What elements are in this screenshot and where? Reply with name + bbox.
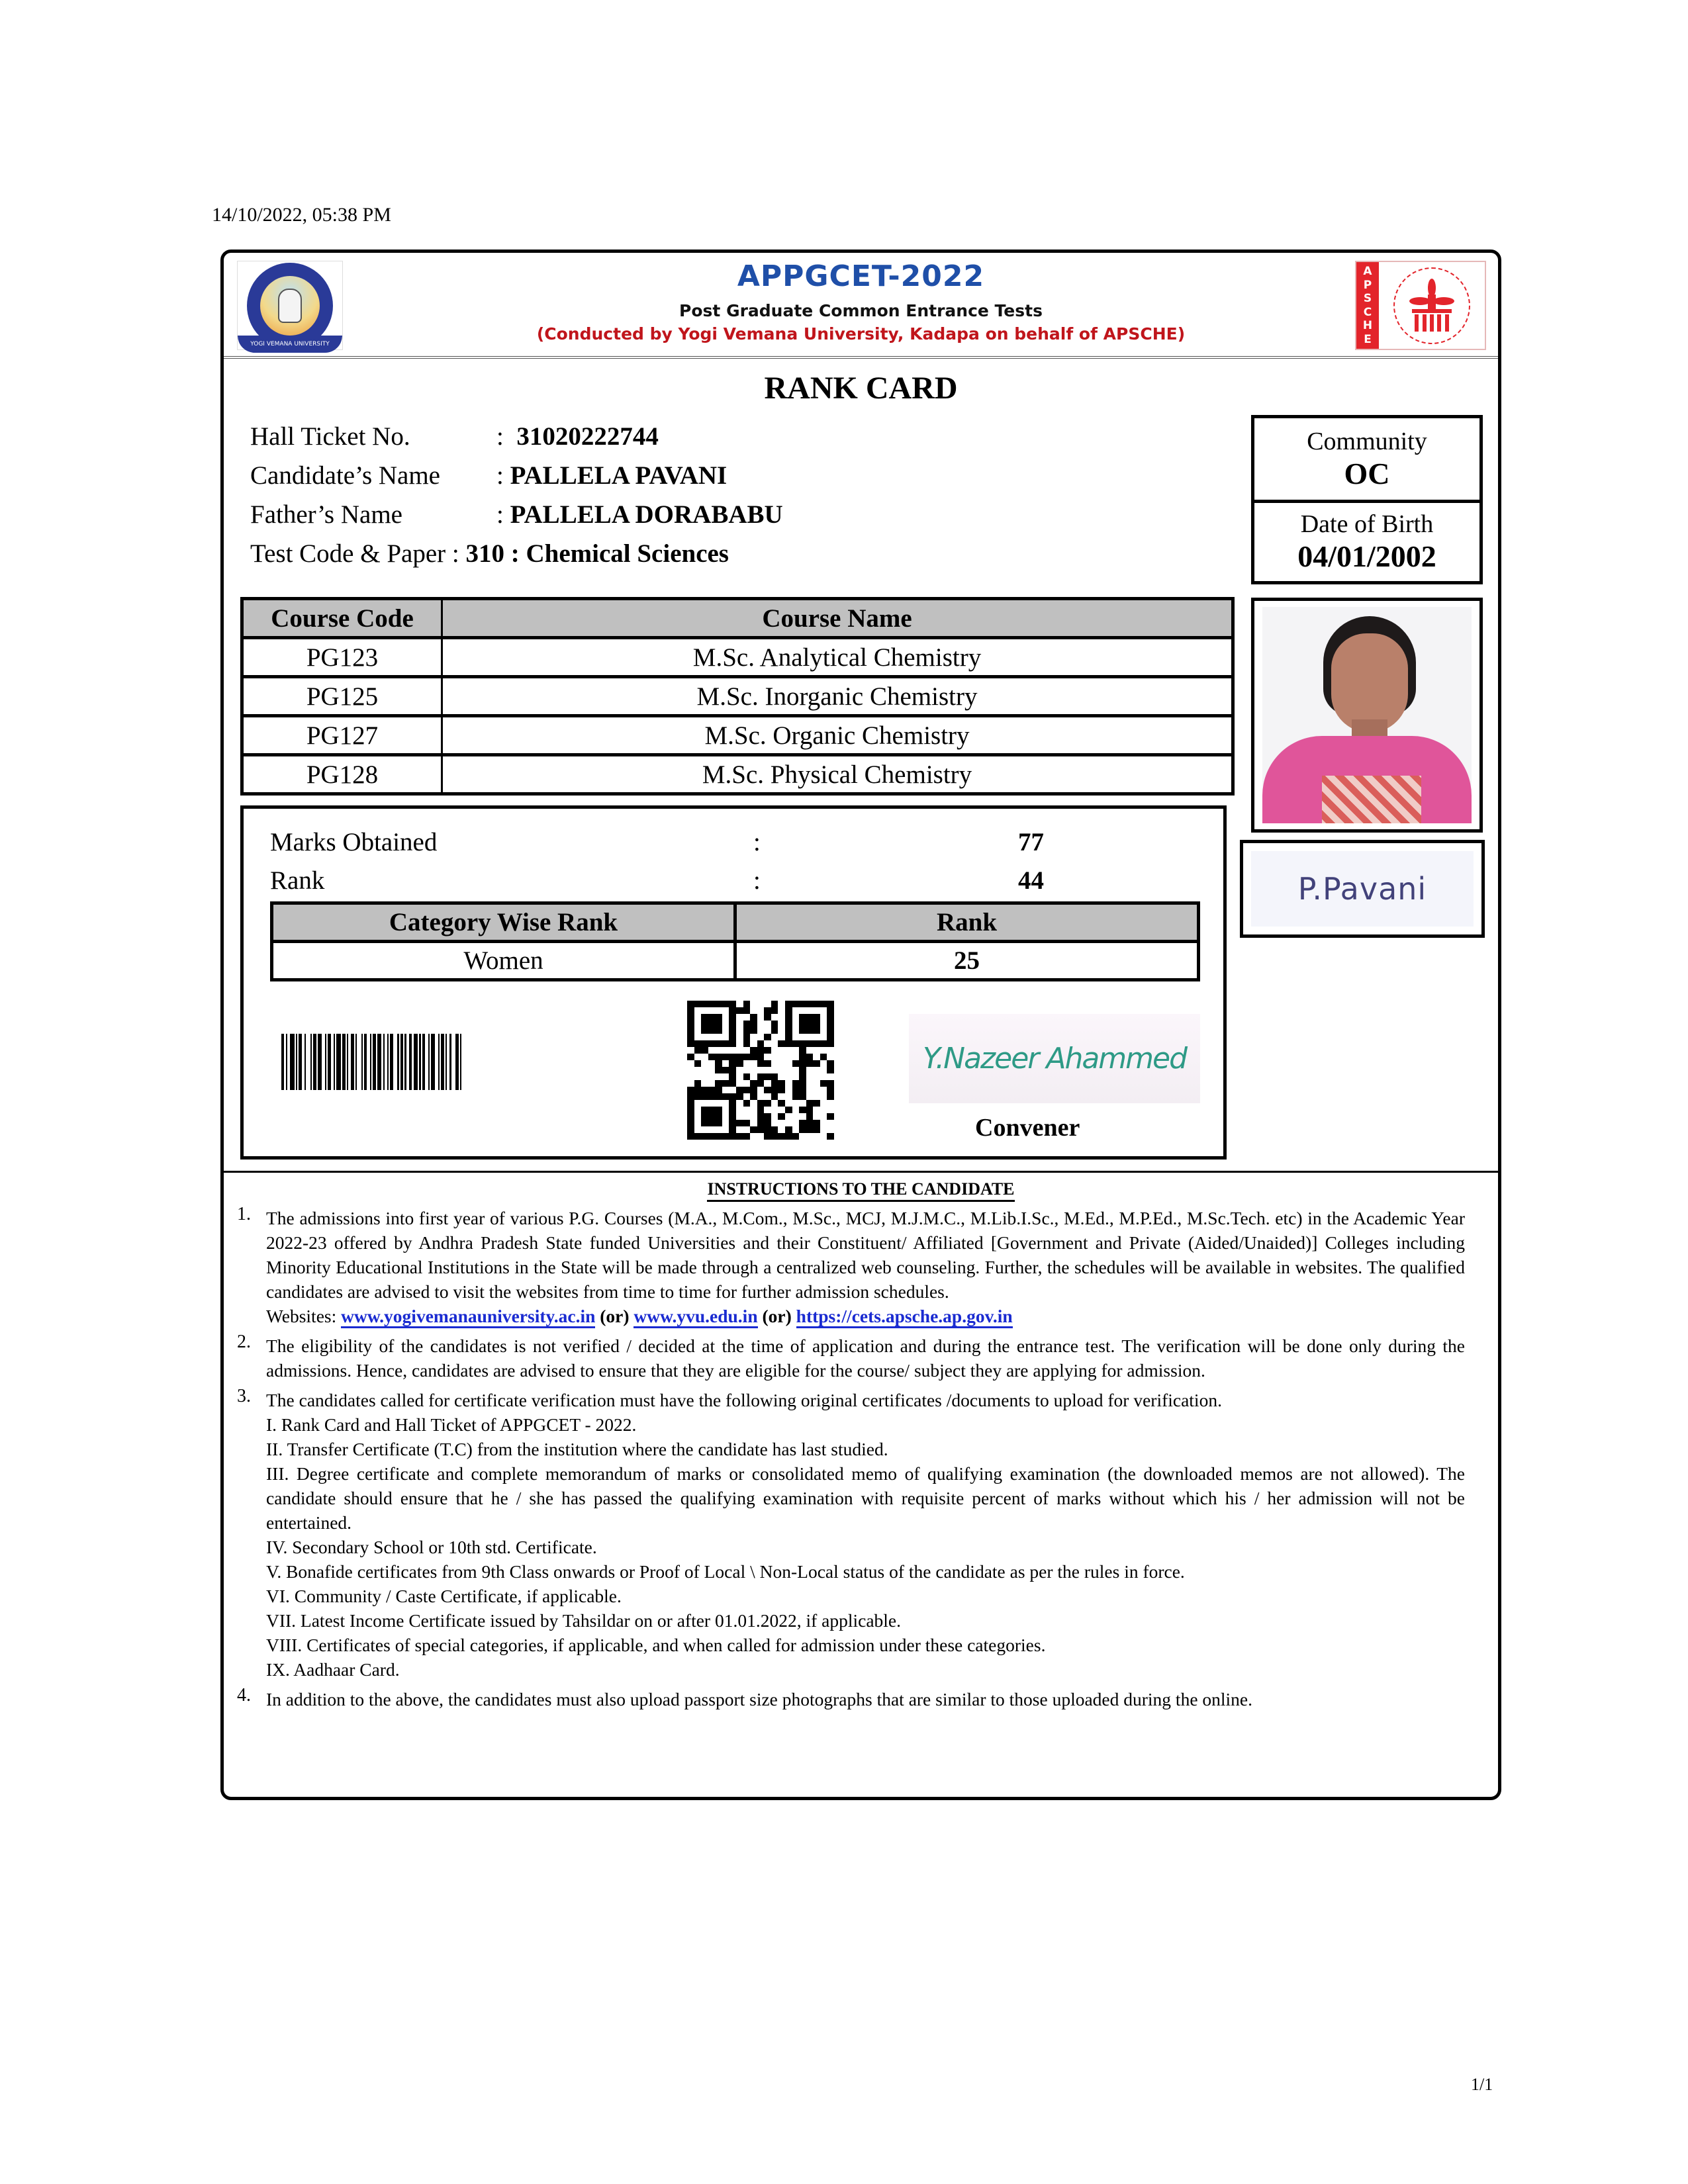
table-row <box>272 942 1199 980</box>
strip-letter: H <box>1362 319 1373 333</box>
course-name: M.Sc. Analytical Chemistry <box>442 638 1233 677</box>
conducted-by: (Conducted by Yogi Vemana University, Kadapa on behalf of APSCHE) <box>536 324 1186 343</box>
course-name: M.Sc. Organic Chemistry <box>442 716 1233 755</box>
community-label: Community <box>1307 427 1427 455</box>
link-yvu[interactable]: www.yvu.edu.in <box>633 1306 757 1328</box>
course-table <box>240 597 1235 796</box>
section-divider <box>224 1171 1498 1173</box>
test-code-value: 310 : Chemical Sciences <box>465 539 729 568</box>
instruction-number: 1. <box>237 1204 251 1224</box>
link-yogivemanauniversity[interactable]: www.yogivemanauniversity.ac.in <box>341 1306 595 1328</box>
marks-row <box>270 823 1197 862</box>
father-name-value: PALLELA DORABABU <box>510 500 783 529</box>
separator: : <box>496 500 504 529</box>
strip-letter: A <box>1363 265 1372 279</box>
course-code: PG128 <box>242 755 442 794</box>
qr-code <box>687 1001 834 1140</box>
apsche-strip <box>1356 262 1379 349</box>
course-name-header: Course Name <box>442 599 1233 638</box>
rank-row <box>270 862 1197 900</box>
document-item: VIII. Certificates of special categories, if applicable, and when called for admission under these categories. <box>266 1635 1046 1655</box>
instruction-text: In addition to the above, the candidates must also upload passport size photographs that are similar to those uploaded during the online. <box>266 1689 1253 1709</box>
strip-letter: C <box>1363 305 1372 319</box>
dob-value: 04/01/2002 <box>1297 539 1436 573</box>
father-name-row <box>250 495 783 534</box>
header-text-block <box>224 259 1498 343</box>
candidate-photo <box>1262 607 1472 823</box>
community-value: OC <box>1344 456 1390 490</box>
candidate-info <box>250 417 783 573</box>
exam-subtitle: Post Graduate Common Entrance Tests <box>679 301 1043 320</box>
community-dob-box <box>1251 415 1483 584</box>
category-table-header <box>272 903 1199 942</box>
course-table-header <box>242 599 1233 638</box>
strip-letter: S <box>1363 292 1372 306</box>
apsche-emblem-icon <box>1379 262 1485 349</box>
instruction-item <box>224 1388 1498 1682</box>
category-rank-header: Rank <box>735 903 1199 942</box>
father-name-label: Father’s Name <box>250 500 402 529</box>
candidate-name-row <box>250 456 783 495</box>
course-name: M.Sc. Physical Chemistry <box>442 755 1233 794</box>
instruction-item <box>224 1334 1498 1383</box>
apsche-logo <box>1355 261 1486 350</box>
document-item: III. Degree certificate and complete memorandum of marks or consolidated memo of qualifying examination (the downloaded memos are not allowed). The candidate should ensure that he / she has passed the qualifying examination with requisite percent of marks without which his / her admission will not be entertained. <box>266 1463 1465 1533</box>
convener-signature <box>909 1014 1200 1103</box>
websites-line <box>266 1304 1465 1328</box>
document-item: VII. Latest Income Certificate issued by Tahsildar on or after 01.01.2022, if applicable. <box>266 1610 901 1631</box>
link-cets-apsche[interactable]: https://cets.apsche.ap.gov.in <box>796 1306 1013 1328</box>
instruction-item <box>224 1687 1498 1711</box>
hall-ticket-label: Hall Ticket No. <box>250 422 410 451</box>
candidate-signature <box>1251 851 1474 927</box>
category-header: Category Wise Rank <box>272 903 735 942</box>
document-item: V. Bonafide certificates from 9th Class onwards or Proof of Local \ Non-Local status of the candidate as per the rules in force. <box>266 1561 1185 1582</box>
table-row <box>242 716 1233 755</box>
category-rank-table <box>270 901 1200 981</box>
rank-value: 44 <box>1018 866 1044 895</box>
strip-letter: P <box>1363 278 1372 292</box>
document-item: VI. Community / Caste Certificate, if applicable. <box>266 1586 622 1606</box>
instructions-title-text: INSTRUCTIONS TO THE CANDIDATE <box>707 1179 1014 1202</box>
dob-cell <box>1254 500 1479 581</box>
separator: : <box>496 422 504 451</box>
print-timestamp: 14/10/2022, 05:38 PM <box>212 204 391 226</box>
document-item: IV. Secondary School or 10th std. Certificate. <box>266 1537 597 1557</box>
instruction-text: The candidates called for certificate verification must have the following original certificates /documents to upload for verification. <box>266 1390 1222 1410</box>
hall-ticket-value: 31020222744 <box>516 422 659 451</box>
separator: : <box>753 866 761 895</box>
hall-ticket-row <box>250 417 783 456</box>
course-code: PG123 <box>242 638 442 677</box>
separator: : <box>753 828 761 856</box>
marks-label: Marks Obtained <box>270 828 438 856</box>
barcode <box>281 1034 632 1090</box>
instructions <box>224 1179 1498 1717</box>
convener-label: Convener <box>975 1114 1080 1142</box>
candidate-name-value: PALLELA PAVANI <box>510 461 727 490</box>
course-name: M.Sc. Inorganic Chemistry <box>442 677 1233 716</box>
category-name: Women <box>272 942 735 980</box>
community-cell <box>1254 418 1479 500</box>
instruction-number: 2. <box>237 1332 251 1352</box>
strip-letter: E <box>1364 332 1372 346</box>
instruction-item <box>224 1206 1498 1328</box>
exam-title: APPGCET-2022 <box>737 259 985 293</box>
or-text: (or) <box>762 1306 792 1326</box>
instruction-number: 4. <box>237 1685 251 1706</box>
separator: : <box>496 461 504 490</box>
instructions-list <box>224 1206 1498 1711</box>
instructions-title <box>224 1179 1498 1199</box>
card-header <box>224 253 1498 359</box>
document-item: I. Rank Card and Hall Ticket of APPGCET - 2022. <box>266 1414 637 1435</box>
table-row <box>242 677 1233 716</box>
test-code-row <box>250 534 783 573</box>
rank-label: Rank <box>270 866 325 895</box>
dob-label: Date of Birth <box>1300 510 1434 538</box>
marks-box <box>240 805 1227 1160</box>
candidate-signature-text: P.Pavani <box>1297 871 1427 907</box>
logo-ribbon-text: YOGI VEMANA UNIVERSITY <box>238 336 342 353</box>
candidate-name-label: Candidate’s Name <box>250 461 440 490</box>
websites-label: Websites: <box>266 1306 337 1326</box>
page-number: 1/1 <box>1471 2075 1493 2094</box>
instruction-text: The admissions into first year of various P.G. Courses (M.A., M.Com., M.Sc., MCJ, M.J.M.C., M.Lib.I.Sc., M.Ed., M.P.Ed., M.Sc.Tech. etc) in the Academic Year 2022-23 offered by Andhra Pradesh State funded Universities and their Constituent/ Affiliated [Government and Private (Aided/Unaided)] Colleges including Minority Educational Institutions in the State will be made through a centralized web counseling. Further, the schedules will be available in websites. The qualified candidates are advised to visit the websites from time to time for further admission schedules. <box>266 1208 1465 1302</box>
table-row <box>242 755 1233 794</box>
rank-card <box>220 250 1501 1800</box>
or-text: (or) <box>600 1306 630 1326</box>
convener-signature-text: Y.Nazeer Ahammed <box>922 1042 1187 1075</box>
course-code: PG127 <box>242 716 442 755</box>
candidate-signature-box <box>1240 840 1485 938</box>
instruction-number: 3. <box>237 1386 251 1406</box>
test-code-label: Test Code & Paper <box>250 539 446 568</box>
course-code: PG125 <box>242 677 442 716</box>
document-item: IX. Aadhaar Card. <box>266 1659 400 1680</box>
candidate-photo-box <box>1251 598 1483 833</box>
rank-card-title: RANK CARD <box>764 371 958 406</box>
document-item: II. Transfer Certificate (T.C) from the institution where the candidate has last studied. <box>266 1439 888 1459</box>
course-code-header: Course Code <box>242 599 442 638</box>
marks-value: 77 <box>1018 828 1044 856</box>
instruction-text: The eligibility of the candidates is not verified / decided at the time of application and during the entrance test. The verification will be done only during the admissions. Hence, candidates are advised to ensure that they are eligible for the course/ subject they are applying for admission. <box>266 1336 1465 1381</box>
separator: : <box>451 539 459 568</box>
category-rank: 25 <box>735 942 1199 980</box>
table-row <box>242 638 1233 677</box>
